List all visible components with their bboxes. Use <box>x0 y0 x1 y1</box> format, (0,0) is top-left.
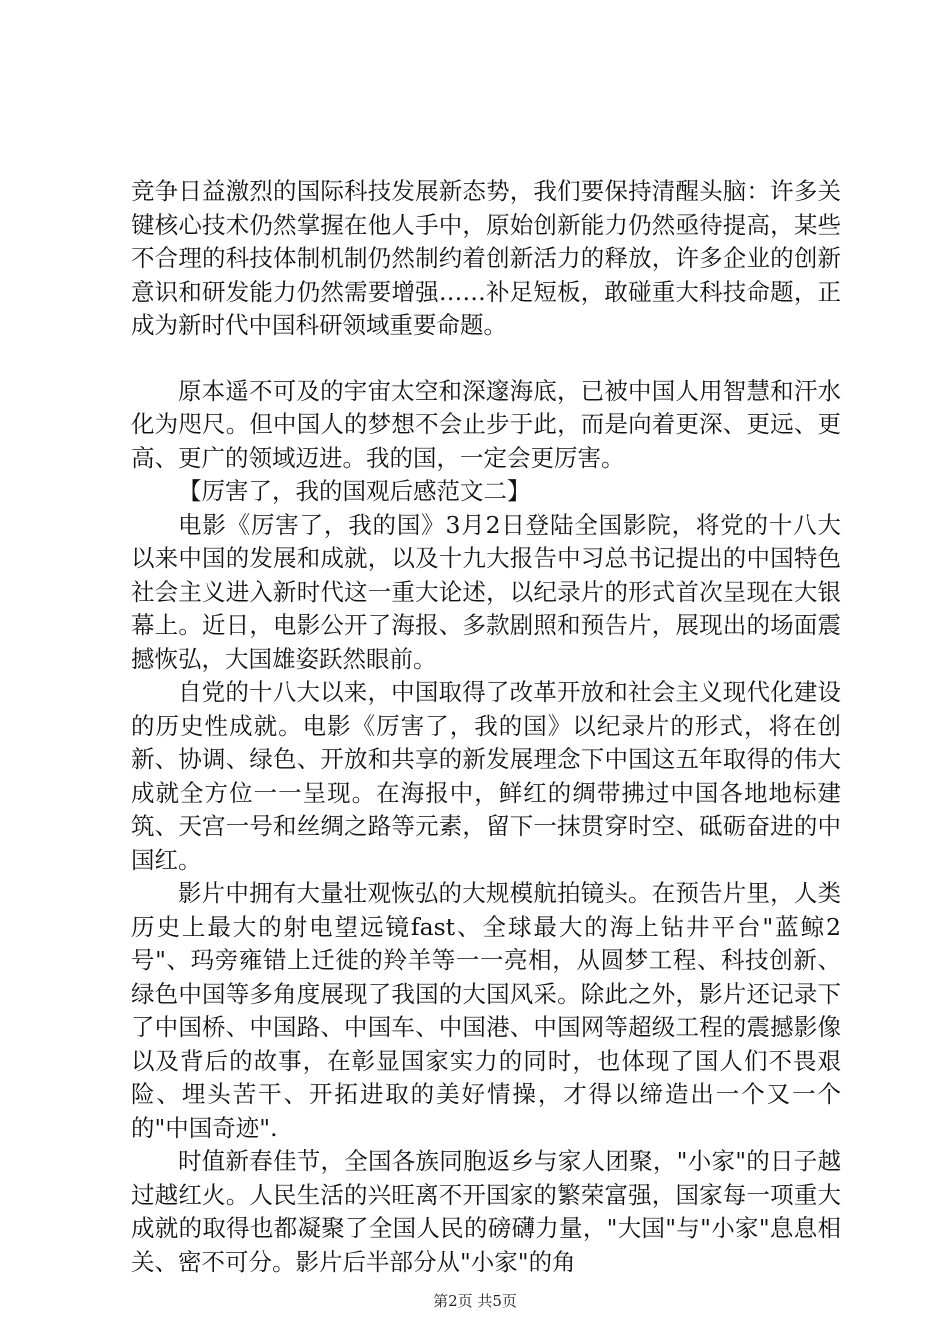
paragraph-gap <box>131 343 841 375</box>
paragraph-2: 电影《厉害了，我的国》3月2日登陆全国影院，将党的十八大以来中国的发展和成就，以及十九大报告中习总书记提出的中国特色社会主义进入新时代这一重大论述，以纪录片的形式首次呈现在大银幕上。近日，电影公开了海报、多款剧照和预告片，展现出的场面震撼恢弘，大国雄姿跃然眼前。 <box>131 510 841 673</box>
paragraph-1: 原本遥不可及的宇宙太空和深邃海底，已被中国人用智慧和汗水化为咫尺。但中国人的梦想不会止步于此，而是向着更深、更远、更高、更广的领域迈进。我的国，一定会更厉害。 <box>131 376 841 472</box>
paragraph-continued: 竞争日益激烈的国际科技发展新态势，我们要保持清醒头脑：许多关键核心技术仍然掌握在他人手中，原始创新能力仍然亟待提高，某些不合理的科技体制机制仍然制约着创新活力的释放，许多企业的创新意识和研发能力仍然需要增强……补足短板，敢碰重大科技命题，正成为新时代中国科研领域重要命题。 <box>131 177 841 339</box>
paragraph-5: 时值新春佳节，全国各族同胞返乡与家人团聚，"小家"的日子越过越红火。人民生活的兴旺离不开国家的繁荣富强，国家每一项重大成就的取得也都凝聚了全国人民的磅礴力量，"大国"与"小家"息息相关、密不可分。影片后半部分从"小家"的角 <box>131 1147 841 1276</box>
document-body <box>131 175 841 1279</box>
paragraph-4: 影片中拥有大量壮观恢弘的大规模航拍镜头。在预告片里，人类历史上最大的射电望远镜fast、全球最大的海上钻井平台"蓝鲸2号"、玛旁雍错上迁徙的羚羊等一一亮相，从圆梦工程、科技创新、绿色中国等多角度展现了我国的大国风采。除此之外，影片还记录下了中国桥、中国路、中国车、中国港、中国网等超级工程的震撼影像以及背后的故事，在彰显国家实力的同时，也体现了国人们不畏艰险、埋头苦干、开拓进取的美好情操，才得以缔造出一个又一个的"中国奇迹". <box>131 879 841 1142</box>
page-number: 第2页 共5页 <box>433 1292 517 1310</box>
paragraph-3: 自党的十八大以来，中国取得了改革开放和社会主义现代化建设的历史性成就。电影《厉害了，我的国》以纪录片的形式，将在创新、协调、绿色、开放和共享的新发展理念下中国这五年取得的伟大成就全方位一一呈现。在海报中，鲜红的绸带拂过中国各地地标建筑、天宫一号和丝绸之路等元素，留下一抹贯穿时空、砥砺奋进的中国红。 <box>131 678 841 874</box>
section-heading: 【厉害了，我的国观后感范文二】 <box>178 477 531 505</box>
